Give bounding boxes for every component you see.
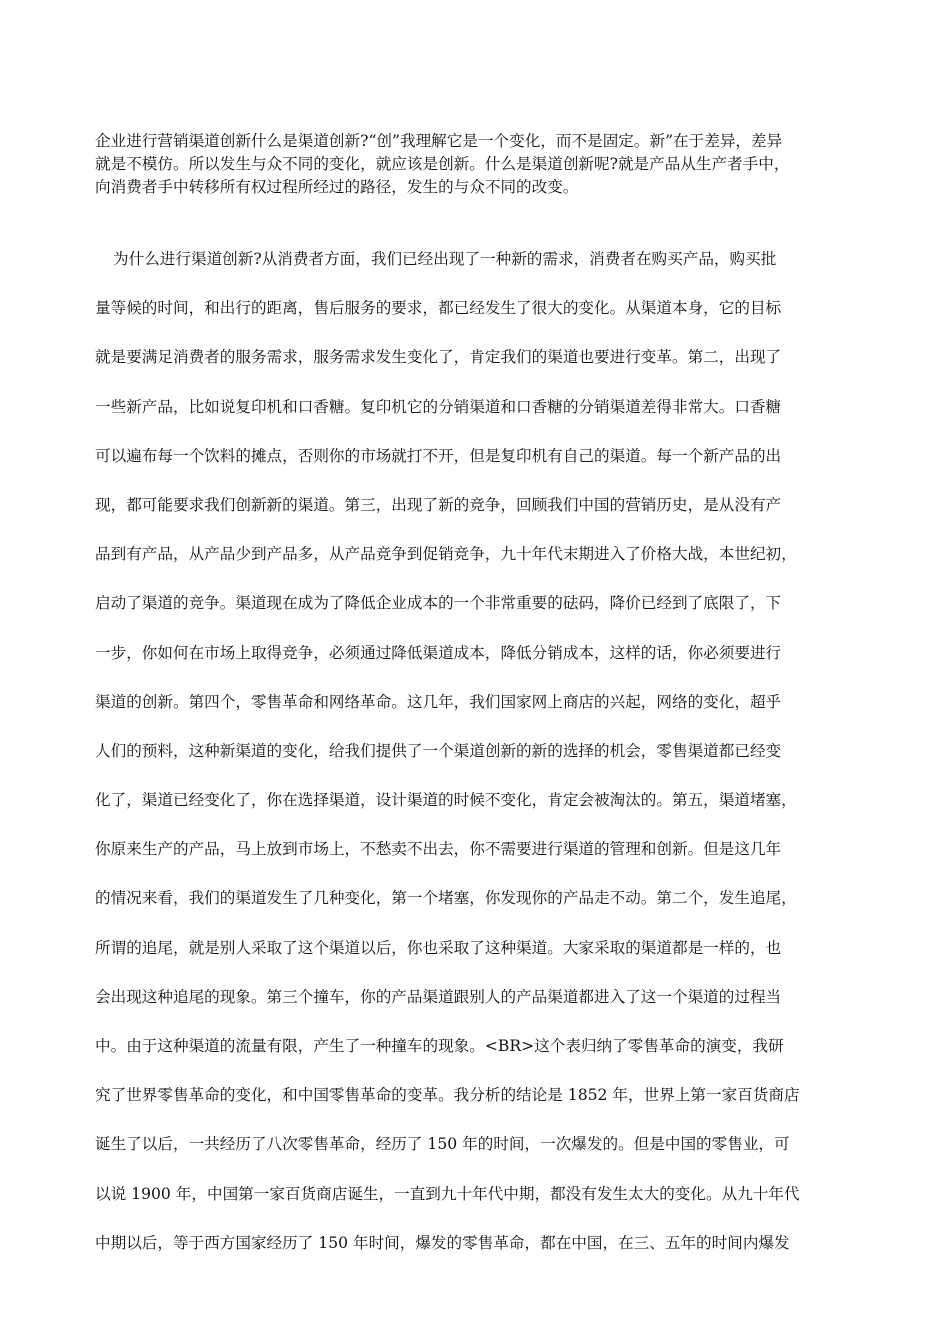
text-line: 化了，渠道已经变化了，你在选择渠道，设计渠道的时候不变化，肯定会被淘汰的。第五，渠道堵塞， bbox=[95, 791, 797, 810]
text-line: 可以遍布每一个饮料的摊点，否则你的市场就打不开，但是复印机有自己的渠道。每一个新产品的出 bbox=[95, 446, 782, 465]
text-line: 一些新产品，比如说复印机和口香糖。复印机它的分销渠道和口香糖的分销渠道差得非常大。口香糖 bbox=[95, 397, 782, 416]
text-line: 向消费者手中转移所有权过程所经过的路径，发生的与众不同的改变。 bbox=[95, 178, 579, 196]
text-line: 渠道的创新。第四个，零售革命和网络革命。这几年，我们国家网上商店的兴起，网络的变化，超乎 bbox=[95, 692, 782, 711]
text-line: 中期以后，等于西方国家经历了 150 年时间，爆发的零售革命，都在中国，在三、五年的时间内爆发 bbox=[95, 1233, 790, 1252]
text-line: 就是不模仿。所以发生与众不同的变化，就应该是创新。什么是渠道创新呢?就是产品从生产者手中， bbox=[95, 155, 790, 173]
text-line: 就是要满足消费者的服务需求，服务需求发生变化了，肯定我们的渠道也要进行变革。第二，出现了 bbox=[95, 348, 782, 367]
text-line: 究了世界零售革命的变化，和中国零售革命的变革。我分析的结论是 1852 年，世界上第一家百货商店 bbox=[95, 1086, 800, 1105]
body-paragraph bbox=[95, 235, 865, 1268]
text-line: 为什么进行渠道创新?从消费者方面，我们已经出现了一种新的需求，消费者在购买产品，购买批 bbox=[113, 250, 777, 268]
text-line: 会出现这种追尾的现象。第三个撞车，你的产品渠道跟别人的产品渠道都进入了这一个渠道的过程当 bbox=[95, 987, 782, 1006]
text-line: 一步，你如何在市场上取得竞争，必须通过降低渠道成本，降低分销成本，这样的话，你必须要进行 bbox=[95, 643, 782, 662]
text-line: 所谓的追尾，就是别人采取了这个渠道以后，你也采取了这种渠道。大家采取的渠道都是一样的，也 bbox=[95, 938, 782, 957]
text-line: 人们的预料，这种新渠道的变化，给我们提供了一个渠道创新的新的选择的机会，零售渠道都已经变 bbox=[95, 741, 782, 760]
text-line: 现，都可能要求我们创新新的渠道。第三，出现了新的竞争，回顾我们中国的营销历史，是从没有产 bbox=[95, 495, 782, 514]
text-line: 以说 1900 年，中国第一家百货商店诞生，一直到九十年代中期，都没有发生太大的变化。从九十年代 bbox=[95, 1184, 800, 1203]
text-line: 量等候的时间，和出行的距离，售后服务的要求，都已经发生了很大的变化。从渠道本身，它的目标 bbox=[95, 299, 782, 318]
text-line: 启动了渠道的竞争。渠道现在成为了降低企业成本的一个非常重要的砝码，降价已经到了底限了，下 bbox=[95, 594, 782, 613]
intro-paragraph bbox=[95, 130, 865, 199]
text-line: 企业进行营销渠道创新什么是渠道创新?“创”我理解它是一个变化，而不是固定。新”在于差异，差异 bbox=[95, 132, 783, 150]
text-line: 中。由于这种渠道的流量有限，产生了一种撞车的现象。<BR>这个表归纳了零售革命的演变，我研 bbox=[95, 1037, 784, 1055]
text-line: 品到有产品，从产品少到产品多，从产品竞争到促销竞争，九十年代末期进入了价格大战，本世纪初， bbox=[95, 545, 797, 564]
text-line: 诞生了以后，一共经历了八次零售革命，经历了 150 年的时间，一次爆发的。但是中国的零售业，可 bbox=[95, 1135, 790, 1154]
text-line: 你原来生产的产品，马上放到市场上，不愁卖不出去，你不需要进行渠道的管理和创新。但是这几年 bbox=[95, 840, 782, 859]
text-line: 的情况来看，我们的渠道发生了几种变化，第一个堵塞，你发现你的产品走不动。第二个，发生追尾， bbox=[95, 889, 797, 908]
